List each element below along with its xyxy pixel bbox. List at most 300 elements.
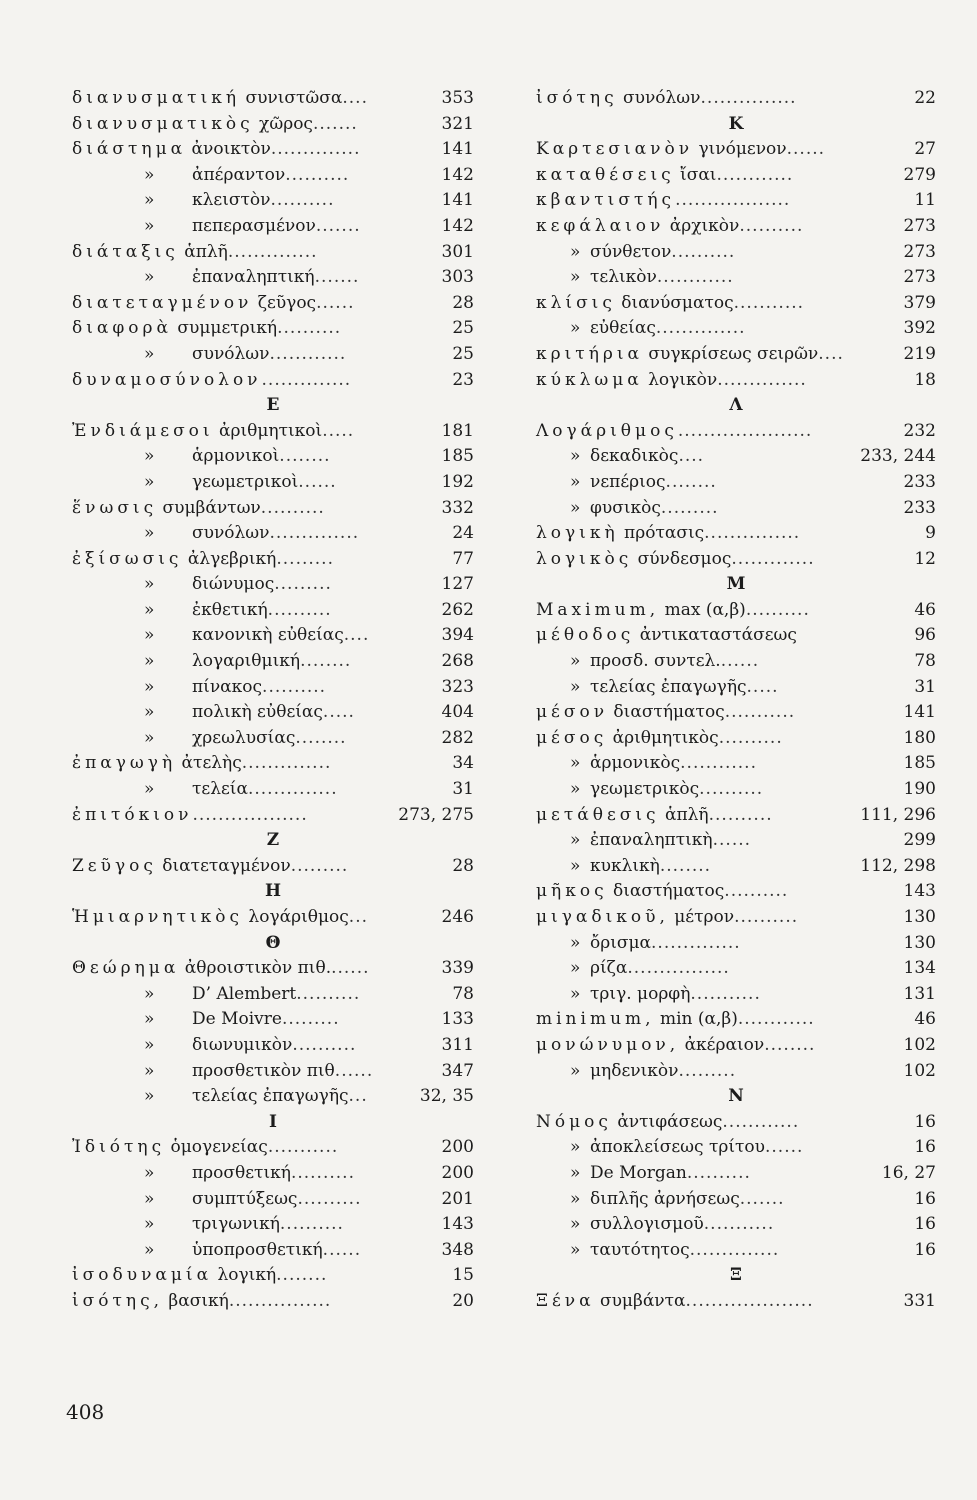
index-entry — [536, 700, 936, 726]
index-entry — [536, 368, 936, 394]
entry-page: 131 — [901, 982, 936, 1008]
dot-leader: ......... — [678, 1060, 737, 1081]
ditto-mark: » — [570, 753, 581, 774]
letter-heading: Ν — [728, 1086, 744, 1107]
entry-page: 379 — [901, 291, 936, 317]
entry-page: 27 — [911, 137, 936, 163]
entry-text — [72, 342, 346, 368]
entry-headword: διάταξις — [72, 241, 179, 262]
entry-headword: καταθέσεις — [536, 164, 675, 185]
dot-leader: ........ — [665, 471, 717, 492]
dot-leader: ............ — [722, 1111, 800, 1132]
dot-leader: ................ — [627, 958, 730, 979]
entry-text — [536, 521, 800, 547]
entry-page: 299 — [901, 828, 936, 854]
letter-heading: Ι — [269, 1111, 277, 1132]
index-entry — [72, 751, 474, 777]
index-entry — [536, 444, 936, 470]
entry-term: ἁπλῆ — [178, 241, 228, 262]
dot-leader: ................ — [228, 1290, 332, 1311]
letter-heading: Θ — [265, 932, 281, 953]
entry-term: κυκλικὴ — [590, 855, 660, 876]
dot-leader: ........ — [659, 855, 712, 876]
entry-page: 141 — [901, 700, 936, 726]
entry-page: 141 — [439, 137, 474, 163]
entry-page: 15 — [449, 1263, 474, 1289]
entry-headword: κλίσις — [536, 292, 616, 313]
entry-text — [72, 1289, 331, 1315]
index-entry — [72, 623, 474, 649]
ditto-mark: » — [570, 1239, 581, 1260]
entry-term: συνιστῶσα — [240, 88, 343, 108]
dot-leader: ........... — [267, 1137, 339, 1158]
ditto-mark: » — [144, 215, 155, 236]
index-entry — [72, 1263, 474, 1289]
entry-headword: δυναμοσύνολον — [72, 369, 262, 390]
ditto-mark: » — [570, 1137, 581, 1158]
dot-leader: .......... — [718, 727, 783, 748]
entry-page: 111, 296 — [857, 803, 936, 829]
index-entry — [536, 1212, 936, 1238]
dot-leader: ............ — [716, 164, 794, 185]
entry-text — [72, 803, 308, 829]
entry-text — [536, 675, 779, 701]
dot-leader: ....... — [314, 267, 360, 288]
entry-text — [72, 1007, 340, 1033]
dot-leader: .......... — [296, 983, 361, 1004]
entry-text — [72, 547, 334, 573]
entry-page: 339 — [439, 956, 474, 982]
ditto-mark: » — [570, 932, 581, 953]
index-entry — [536, 1161, 936, 1187]
letter-heading: Ε — [266, 395, 280, 416]
entry-headword: κβαντιστής — [536, 190, 676, 211]
entry-text — [72, 470, 337, 496]
index-entry — [72, 905, 474, 931]
entry-page: 12 — [911, 547, 936, 573]
entry-term: ὁμογενείας — [165, 1137, 268, 1158]
entry-text — [536, 1110, 799, 1136]
entry-text — [536, 982, 761, 1008]
entry-term: ἐκθετική — [192, 599, 268, 620]
entry-term: διπλῆς ἀρνήσεως — [590, 1188, 740, 1209]
entry-text — [72, 1238, 361, 1264]
entry-text — [72, 521, 359, 547]
dot-leader: .......... — [292, 1034, 357, 1055]
entry-text — [536, 470, 717, 496]
dot-leader: ............ — [269, 343, 347, 364]
dot-leader: ...... — [334, 1060, 374, 1081]
entry-term: ἀκέραιον — [679, 1034, 765, 1055]
index-entry — [536, 1238, 936, 1264]
ditto-mark: » — [570, 651, 581, 672]
entry-text — [536, 265, 734, 291]
entry-text — [72, 700, 355, 726]
entry-text — [536, 342, 844, 368]
entry-page: 31 — [449, 777, 474, 803]
index-entry — [536, 1187, 936, 1213]
entry-headword: κριτήρια — [536, 343, 644, 364]
letter-heading: Λ — [729, 395, 743, 416]
entry-page: 279 — [901, 163, 936, 189]
entry-page: 233 — [901, 496, 936, 522]
ditto-mark: » — [144, 446, 155, 467]
entry-text — [72, 598, 332, 624]
ditto-mark: » — [570, 1060, 581, 1081]
entry-text — [72, 726, 347, 752]
index-column-left — [72, 86, 474, 1315]
dot-leader: .............. — [261, 369, 352, 390]
dot-leader: .............. — [270, 139, 361, 160]
index-entry — [72, 214, 474, 240]
entry-term: ἀπέραντον — [192, 164, 286, 185]
index-entry — [536, 879, 936, 905]
index-entry — [72, 112, 474, 138]
entry-page: 16 — [911, 1135, 936, 1161]
entry-text — [72, 675, 326, 701]
entry-page: 22 — [911, 86, 936, 112]
entry-page: 133 — [439, 1007, 474, 1033]
entry-headword: Νόμος — [536, 1111, 612, 1132]
entry-text — [536, 623, 797, 649]
ditto-mark: » — [570, 1214, 581, 1235]
entry-term: λογική — [212, 1265, 277, 1286]
dot-leader: ..... — [322, 702, 355, 723]
index-entry — [536, 547, 936, 573]
dot-leader: ...... — [322, 1239, 362, 1260]
entry-page: 31 — [911, 675, 936, 701]
ditto-mark: » — [144, 190, 155, 211]
dot-leader: ........ — [764, 1034, 816, 1055]
entry-page: 246 — [439, 905, 474, 931]
entry-term: πεπερασμένον — [192, 215, 316, 236]
index-entry — [72, 547, 474, 573]
entry-headword: διαφορὰ — [72, 318, 172, 339]
index-entry — [72, 1033, 474, 1059]
ditto-mark: » — [144, 523, 155, 544]
entry-page: 16, 27 — [879, 1161, 936, 1187]
entry-page: 301 — [439, 240, 474, 266]
index-entry — [536, 675, 936, 701]
ditto-mark: » — [144, 574, 155, 595]
dot-leader: ......... — [290, 855, 349, 876]
entry-page: 143 — [901, 879, 936, 905]
dot-leader: ........... — [690, 983, 761, 1004]
entry-headword: Λογάριθμος — [536, 420, 678, 441]
dot-leader: .............. — [247, 779, 338, 800]
entry-term: εὐθείας — [590, 318, 656, 339]
dot-leader: ......... — [281, 1009, 340, 1030]
entry-text — [536, 419, 812, 445]
entry-page: 46 — [911, 598, 936, 624]
index-entry — [72, 240, 474, 266]
dot-leader: ...... — [331, 958, 370, 979]
entry-term: λογικὸν — [642, 369, 718, 390]
entry-text — [72, 137, 360, 163]
dot-leader: ............. — [731, 548, 815, 569]
entry-term: D’ Alembert — [192, 983, 297, 1004]
entry-headword: Ἰδιότης — [72, 1137, 166, 1158]
index-entry — [536, 86, 936, 112]
entry-page: 28 — [449, 854, 474, 880]
ditto-mark: » — [570, 830, 581, 851]
entry-headword: Ζεῦγος — [72, 855, 157, 876]
entry-text — [536, 931, 741, 957]
entry-page: 102 — [901, 1059, 936, 1085]
index-entry — [72, 470, 474, 496]
entry-term: ἀριθμητικὸς — [607, 727, 719, 748]
index-entry — [536, 598, 936, 624]
entry-term: τελείας ἐπαγωγῆς — [192, 1086, 349, 1107]
index-entry — [72, 291, 474, 317]
entry-term: ἀντικαταστάσεως — [634, 625, 797, 646]
entry-term: τελείας ἐπαγωγῆς — [590, 676, 747, 697]
dot-leader: .......... — [686, 1162, 751, 1183]
ditto-mark: » — [570, 983, 581, 1004]
entry-term: χρεωλυσίας — [192, 727, 296, 748]
entry-headword: Θεώρημα — [72, 958, 180, 979]
entry-term: ἀτελὴς — [176, 753, 242, 774]
entry-term: κλειστὸν — [192, 190, 271, 211]
entry-page: 32, 35 — [417, 1084, 474, 1110]
index-entry — [536, 470, 936, 496]
dot-leader: ......... — [274, 574, 332, 595]
entry-headword: Καρτεσιανὸν — [536, 139, 694, 160]
entry-page: 142 — [439, 214, 474, 240]
dot-leader: ..... — [322, 420, 355, 441]
dot-leader: .............. — [241, 753, 332, 774]
entry-text — [536, 368, 807, 394]
entry-term: πρότασις — [618, 523, 705, 544]
index-entry — [536, 1110, 936, 1136]
dot-leader: .......... — [260, 497, 325, 518]
entry-headword: μιγαδικοῦ, — [536, 907, 669, 927]
entry-term: διατεταγμένον — [156, 855, 291, 876]
index-entry — [72, 675, 474, 701]
entry-page: 353 — [439, 86, 474, 112]
ditto-mark: » — [144, 1034, 155, 1055]
entry-text — [72, 649, 351, 675]
entry-text — [72, 291, 355, 317]
entry-page: 78 — [449, 982, 474, 1008]
index-entry — [536, 188, 936, 214]
entry-headword: λογικὸς — [536, 548, 633, 569]
entry-text — [72, 751, 331, 777]
dot-leader: ........... — [724, 702, 796, 723]
entry-term: τελεία — [192, 779, 248, 800]
dot-leader: ...... — [720, 651, 760, 672]
entry-headword: μέσος — [536, 727, 608, 748]
entry-text — [72, 188, 335, 214]
index-entry — [536, 1059, 936, 1085]
ditto-mark: » — [570, 446, 581, 467]
entry-term: τελικὸν — [590, 267, 657, 288]
entry-page: 185 — [901, 751, 936, 777]
entry-text — [72, 1135, 338, 1161]
entry-page: 130 — [901, 931, 936, 957]
entry-text — [536, 137, 825, 163]
entry-term: μέτρον — [668, 907, 735, 927]
entry-term: συνόλων — [192, 523, 270, 544]
entry-headword: minimum, — [536, 1009, 655, 1030]
entry-page: 130 — [901, 905, 936, 931]
index-entry — [536, 214, 936, 240]
entry-text — [536, 828, 751, 854]
entry-page: 142 — [439, 163, 474, 189]
entry-page: 190 — [901, 777, 936, 803]
index-entry — [536, 726, 936, 752]
index-entry — [72, 700, 474, 726]
entry-page: 181 — [439, 419, 474, 445]
entry-headword: λογικὴ — [536, 523, 619, 544]
entry-text — [536, 86, 797, 112]
dot-leader: .... — [818, 343, 844, 364]
entry-page: 273 — [901, 240, 936, 266]
entry-page: 20 — [449, 1289, 474, 1315]
entry-text — [536, 240, 735, 266]
entry-page: 219 — [901, 342, 936, 368]
ditto-mark: » — [570, 1162, 581, 1183]
dot-leader: .............. — [227, 241, 318, 262]
index-entry — [72, 598, 474, 624]
ditto-mark: » — [144, 651, 155, 672]
entry-term: γεωμετρικοὶ — [192, 471, 299, 492]
entry-term: ὄρισμα — [590, 932, 652, 953]
dot-leader: ....... — [315, 215, 361, 236]
index-entry — [72, 726, 474, 752]
index-entry — [536, 163, 936, 189]
entry-term: ἀποκλείσεως τρίτου — [590, 1137, 765, 1158]
entry-page: 34 — [449, 751, 474, 777]
entry-page: 23 — [449, 368, 474, 394]
dot-leader: ........... — [703, 1214, 775, 1235]
entry-page: 185 — [439, 444, 474, 470]
entry-term: βασική — [163, 1290, 229, 1311]
entry-text — [536, 1007, 815, 1033]
entry-text — [536, 879, 788, 905]
entry-term: λογάριθμος — [243, 907, 349, 927]
entry-headword: Ξένα — [536, 1290, 595, 1311]
dot-leader: .......... — [745, 599, 810, 620]
entry-term: max (α,β) — [659, 599, 746, 620]
ditto-mark: » — [144, 343, 155, 364]
index-entry — [72, 419, 474, 445]
entry-text — [536, 649, 759, 675]
index-entry — [72, 982, 474, 1008]
dot-leader: .......... — [671, 241, 736, 262]
entry-page: 348 — [439, 1238, 474, 1264]
entry-text — [536, 316, 746, 342]
entry-text — [72, 1187, 362, 1213]
entry-page: 28 — [449, 291, 474, 317]
letter-heading: Η — [264, 881, 282, 902]
index-entry — [536, 931, 936, 957]
entry-headword: μῆκος — [536, 881, 608, 902]
entry-text — [72, 1161, 355, 1187]
entry-page: 282 — [439, 726, 474, 752]
entry-page: 25 — [449, 316, 474, 342]
entry-text — [536, 291, 804, 317]
index-entry — [72, 1187, 474, 1213]
dot-leader: ....... — [739, 1188, 785, 1209]
dot-leader: .... — [343, 625, 370, 646]
entry-term: ἁπλῆ — [659, 804, 709, 825]
entry-text — [72, 86, 368, 112]
entry-page: 404 — [439, 700, 474, 726]
entry-term: De Morgan — [590, 1162, 687, 1183]
dot-leader: .............. — [717, 369, 807, 390]
entry-text — [536, 214, 803, 240]
ditto-mark: » — [144, 676, 155, 697]
entry-term: ἀλγεβρική — [182, 548, 277, 569]
index-entry — [536, 291, 936, 317]
entry-page: 233, 244 — [857, 444, 936, 470]
entry-text — [536, 803, 773, 829]
entry-term: ὑποπροσθετική — [192, 1239, 323, 1260]
entry-term: φυσικὸς — [590, 497, 661, 518]
index-entry — [72, 521, 474, 547]
ditto-mark: » — [570, 497, 581, 518]
ditto-mark: » — [570, 318, 581, 339]
ditto-mark: » — [570, 676, 581, 697]
entry-term: ἀθροιστικὸν πιθ. — [179, 958, 332, 979]
entry-page: 268 — [439, 649, 474, 675]
entry-term: γεωμετρικὸς — [590, 779, 700, 800]
dot-leader: ........ — [276, 1265, 328, 1286]
ditto-mark: » — [144, 1239, 155, 1260]
entry-term: σύνδεσμος — [632, 548, 732, 569]
entry-term: ἁρμονικοὶ — [192, 446, 280, 467]
ditto-mark: » — [144, 267, 155, 288]
letter-heading: Ζ — [266, 830, 280, 851]
dot-leader: ........... — [733, 292, 805, 313]
entry-text — [536, 1289, 814, 1315]
dot-leader: .......... — [297, 1188, 362, 1209]
index-entry — [536, 777, 936, 803]
entry-text — [536, 751, 757, 777]
letter-heading: Ξ — [730, 1265, 742, 1286]
entry-headword: ἐπιτόκιον — [72, 804, 193, 825]
entry-text — [536, 726, 783, 752]
entry-term: ἐπαναληπτικὴ — [590, 830, 713, 851]
entry-text — [72, 163, 349, 189]
dot-leader: .... — [342, 88, 368, 108]
ditto-mark: » — [570, 267, 581, 288]
index-entry — [72, 1289, 474, 1315]
entry-page: 392 — [901, 316, 936, 342]
dot-leader: ............ — [656, 267, 734, 288]
dot-leader: .................. — [675, 190, 791, 211]
entry-term: τριγ. μορφὴ — [590, 983, 691, 1004]
index-entry — [536, 265, 936, 291]
entry-term: λογαριθμική — [192, 651, 301, 672]
index-entry — [536, 137, 936, 163]
entry-page: 200 — [439, 1161, 474, 1187]
entry-term: γινόμενον — [693, 139, 787, 160]
index-entry — [536, 649, 936, 675]
index-entry — [72, 1161, 474, 1187]
entry-text — [536, 854, 711, 880]
index-entry — [536, 623, 936, 649]
entry-page: 102 — [901, 1033, 936, 1059]
entry-term: ρίζα — [590, 958, 628, 979]
index-entry — [72, 342, 474, 368]
entry-headword: ἐξίσωσις — [72, 548, 183, 569]
index-entry — [536, 1135, 936, 1161]
index-entry — [72, 188, 474, 214]
entry-term: συνόλων — [192, 343, 270, 364]
entry-term: κανονικὴ εὐθείας — [192, 625, 344, 646]
